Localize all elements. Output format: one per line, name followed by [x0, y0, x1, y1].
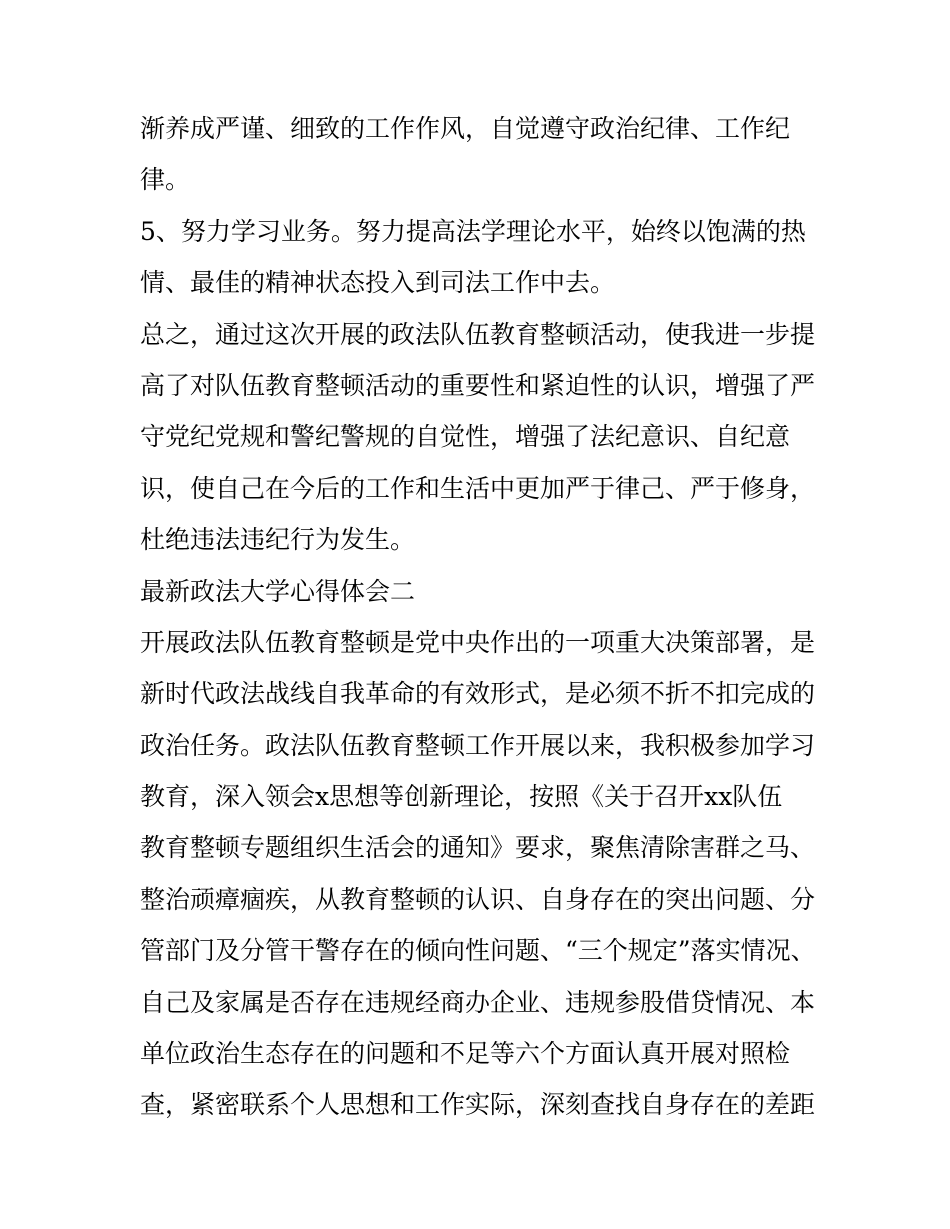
section-heading: 最新政法大学心得体会二	[140, 576, 416, 606]
text-line: 查，紧密联系个人思想和工作实际，深刻查找自身存在的差距	[140, 1090, 816, 1120]
text-line: 守党纪党规和警纪警规的自觉性，增强了法纪意识、自纪意	[140, 422, 791, 452]
text-line: 整治顽瘴痼疾，从教育整顿的认识、自身存在的突出问题、分	[140, 884, 816, 914]
text-line: 高了对队伍教育整顿活动的重要性和紧迫性的认识，增强了严	[140, 370, 816, 400]
text-line: 单位政治生态存在的问题和不足等六个方面认真开展对照检	[140, 1039, 791, 1069]
text-line: 总之，通过这次开展的政法队伍教育整顿活动，使我进一步提	[140, 319, 816, 349]
text-line: 政治任务。政法队伍教育整顿工作开展以来，我积极参加学习	[140, 730, 816, 760]
text-line: 教育整顿专题组织生活会的通知》要求，聚焦清除害群之马、	[140, 833, 816, 863]
document-body	[140, 108, 820, 1136]
text-line: 自己及家属是否存在违规经商办企业、违规参股借贷情况、本	[140, 987, 816, 1017]
text-line: 识，使自己在今后的工作和生活中更加严于律己、严于修身，	[140, 473, 816, 503]
text-line: 情、最佳的精神状态投入到司法工作中去。	[140, 268, 616, 298]
text-line: 渐养成严谨、细致的工作作风，自觉遵守政治纪律、工作纪	[140, 114, 791, 143]
text-line: 杜绝违法违纪行为发生。	[140, 525, 416, 555]
text-line: 教育，深入领会x思想等创新理论，按照《关于召开xx队伍	[140, 782, 783, 812]
text-line: 开展政法队伍教育整顿是党中央作出的一项重大决策部署，是	[140, 627, 816, 657]
text-line: 新时代政法战线自我革命的有效形式，是必须不折不扣完成的	[140, 679, 816, 709]
text-line: 律。	[140, 165, 191, 195]
text-line: 5、努力学习业务。努力提高法学理论水平，始终以饱满的热	[140, 216, 806, 246]
text-line: 管部门及分管干警存在的倾向性问题、“三个规定”落实情况、	[140, 936, 816, 966]
